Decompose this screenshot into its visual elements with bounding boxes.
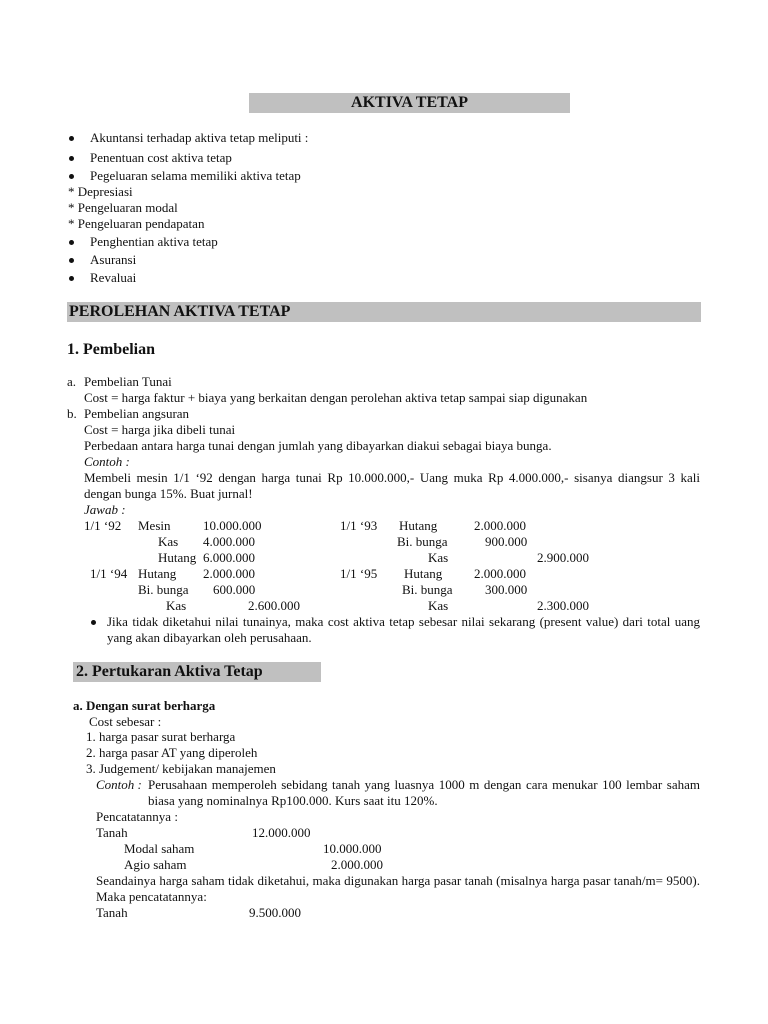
bullet-icon [69, 156, 74, 161]
cost-definition: Cost = harga faktur + biaya yang berkaitan dengan perolehan aktiva tetap sampai siap digunakan [84, 390, 588, 405]
list-item: Akuntansi terhadap aktiva tetap meliputi : [90, 130, 309, 145]
journal-account: Bi. bunga [397, 534, 448, 549]
journal-amount: 10.000.000 [203, 518, 262, 533]
journal-account: Bi. bunga [138, 582, 189, 597]
title-bar [249, 93, 570, 113]
journal-amount: 9.500.000 [249, 905, 301, 920]
section-heading: 2. Pertukaran Aktiva Tetap [76, 663, 263, 680]
item-title: Pembelian Tunai [84, 374, 172, 389]
bullet-icon [91, 620, 96, 625]
journal-account: Bi. bunga [402, 582, 453, 597]
bullet-icon [69, 174, 74, 179]
bullet-icon [69, 276, 74, 281]
list-item: 3. Judgement/ kebijakan manajemen [86, 761, 276, 776]
list-item: Penentuan cost aktiva tetap [90, 150, 232, 165]
star-item: * Depresiasi [68, 184, 133, 199]
section-heading: PEROLEHAN AKTIVA TETAP [69, 303, 291, 320]
item-label: b. [67, 406, 77, 421]
list-item: Penghentian aktiva tetap [90, 234, 218, 249]
journal-amount: 300.000 [485, 582, 528, 597]
star-item: * Pengeluaran modal [68, 200, 178, 215]
journal-account: Kas [428, 598, 449, 613]
list-item: Pegeluaran selama memiliki aktiva tetap [90, 168, 301, 183]
cost-label: Cost sebesar : [89, 714, 162, 729]
section-heading-bar [73, 662, 321, 682]
example-text: Membeli mesin 1/1 ‘92 dengan harga tunai Rp 10.000.000,- Uang muka Rp 4.000.000,- sisanya diangsur 3 kali dengan bunga 15%. Buat jurnal! [84, 470, 700, 501]
journal-amount: 600.000 [213, 582, 256, 597]
journal-account: Kas [428, 550, 449, 565]
journal-account: Hutang [158, 550, 197, 565]
journal-amount: 2.900.000 [537, 550, 589, 565]
journal-account: Tanah [96, 905, 128, 920]
journal-amount: 2.300.000 [537, 598, 589, 613]
jawab-label: Jawab : [84, 502, 126, 517]
page-title: AKTIVA TETAP [351, 94, 468, 111]
journal-amount: 6.000.000 [203, 550, 255, 565]
example-text: Perusahaan memperoleh sebidang tanah yang luasnya 1000 m dengan cara menukar 100 lembar saham biasa yang nominalnya Rp100.000. Kurs saat itu 120%. [148, 777, 700, 808]
list-item: 1. harga pasar surat berharga [86, 729, 236, 744]
pencatatan-label: Pencatatannya : [96, 809, 178, 824]
journal-account: Kas [158, 534, 179, 549]
item-label: a. [67, 374, 77, 389]
journal-account: Hutang [399, 518, 438, 533]
journal-date: 1/1 ‘94 [90, 566, 128, 581]
journal-amount: 2.000.000 [203, 566, 255, 581]
list-item: Asuransi [90, 252, 137, 267]
journal-amount: 2.000.000 [331, 857, 383, 872]
contoh-label: Contoh : [84, 454, 130, 469]
journal-amount: 2.600.000 [248, 598, 300, 613]
journal-account: Hutang [138, 566, 177, 581]
journal-date: 1/1 ‘92 [84, 518, 122, 533]
journal-amount: 2.000.000 [474, 518, 526, 533]
alternative-note: Seandainya harga saham tidak diketahui, maka digunakan harga pasar tanah (misalnya harga pasar tanah/m= 9500). Maka pencatatannya: [96, 873, 700, 904]
journal-amount: 900.000 [485, 534, 528, 549]
present-value-note: Jika tidak diketahui nilai tunainya, maka cost aktiva tetap sebesar nilai sekarang (present value) dari total uang yang akan dibayarkan oleh perusahaan. [107, 614, 700, 645]
journal-account: Modal saham [124, 841, 195, 856]
journal-amount: 2.000.000 [474, 566, 526, 581]
list-item: Revaluai [90, 270, 137, 285]
star-item: * Pengeluaran pendapatan [68, 216, 205, 231]
subsection-title: a. Dengan surat berharga [73, 698, 216, 713]
journal-amount: 12.000.000 [252, 825, 311, 840]
journal-amount: 4.000.000 [203, 534, 255, 549]
journal-date: 1/1 ‘93 [340, 518, 378, 533]
journal-account: Hutang [404, 566, 443, 581]
journal-amount: 10.000.000 [323, 841, 382, 856]
subsection-title: 1. Pembelian [67, 341, 155, 358]
contoh-label: Contoh : [96, 777, 142, 792]
bullet-icon [69, 240, 74, 245]
bullet-icon [69, 258, 74, 263]
item-title: Pembelian angsuran [84, 406, 190, 421]
journal-account: Agio saham [124, 857, 187, 872]
journal-account: Kas [166, 598, 187, 613]
journal-date: 1/1 ‘95 [340, 566, 378, 581]
cost-definition: Cost = harga jika dibeli tunai [84, 422, 236, 437]
note-text: Perbedaan antara harga tunai dengan jumlah yang dibayarkan diakui sebagai biaya bunga. [84, 438, 552, 453]
list-item: 2. harga pasar AT yang diperoleh [86, 745, 258, 760]
section-heading-bar [67, 302, 701, 322]
journal-account: Tanah [96, 825, 128, 840]
bullet-icon [69, 136, 74, 141]
journal-account: Mesin [138, 518, 171, 533]
